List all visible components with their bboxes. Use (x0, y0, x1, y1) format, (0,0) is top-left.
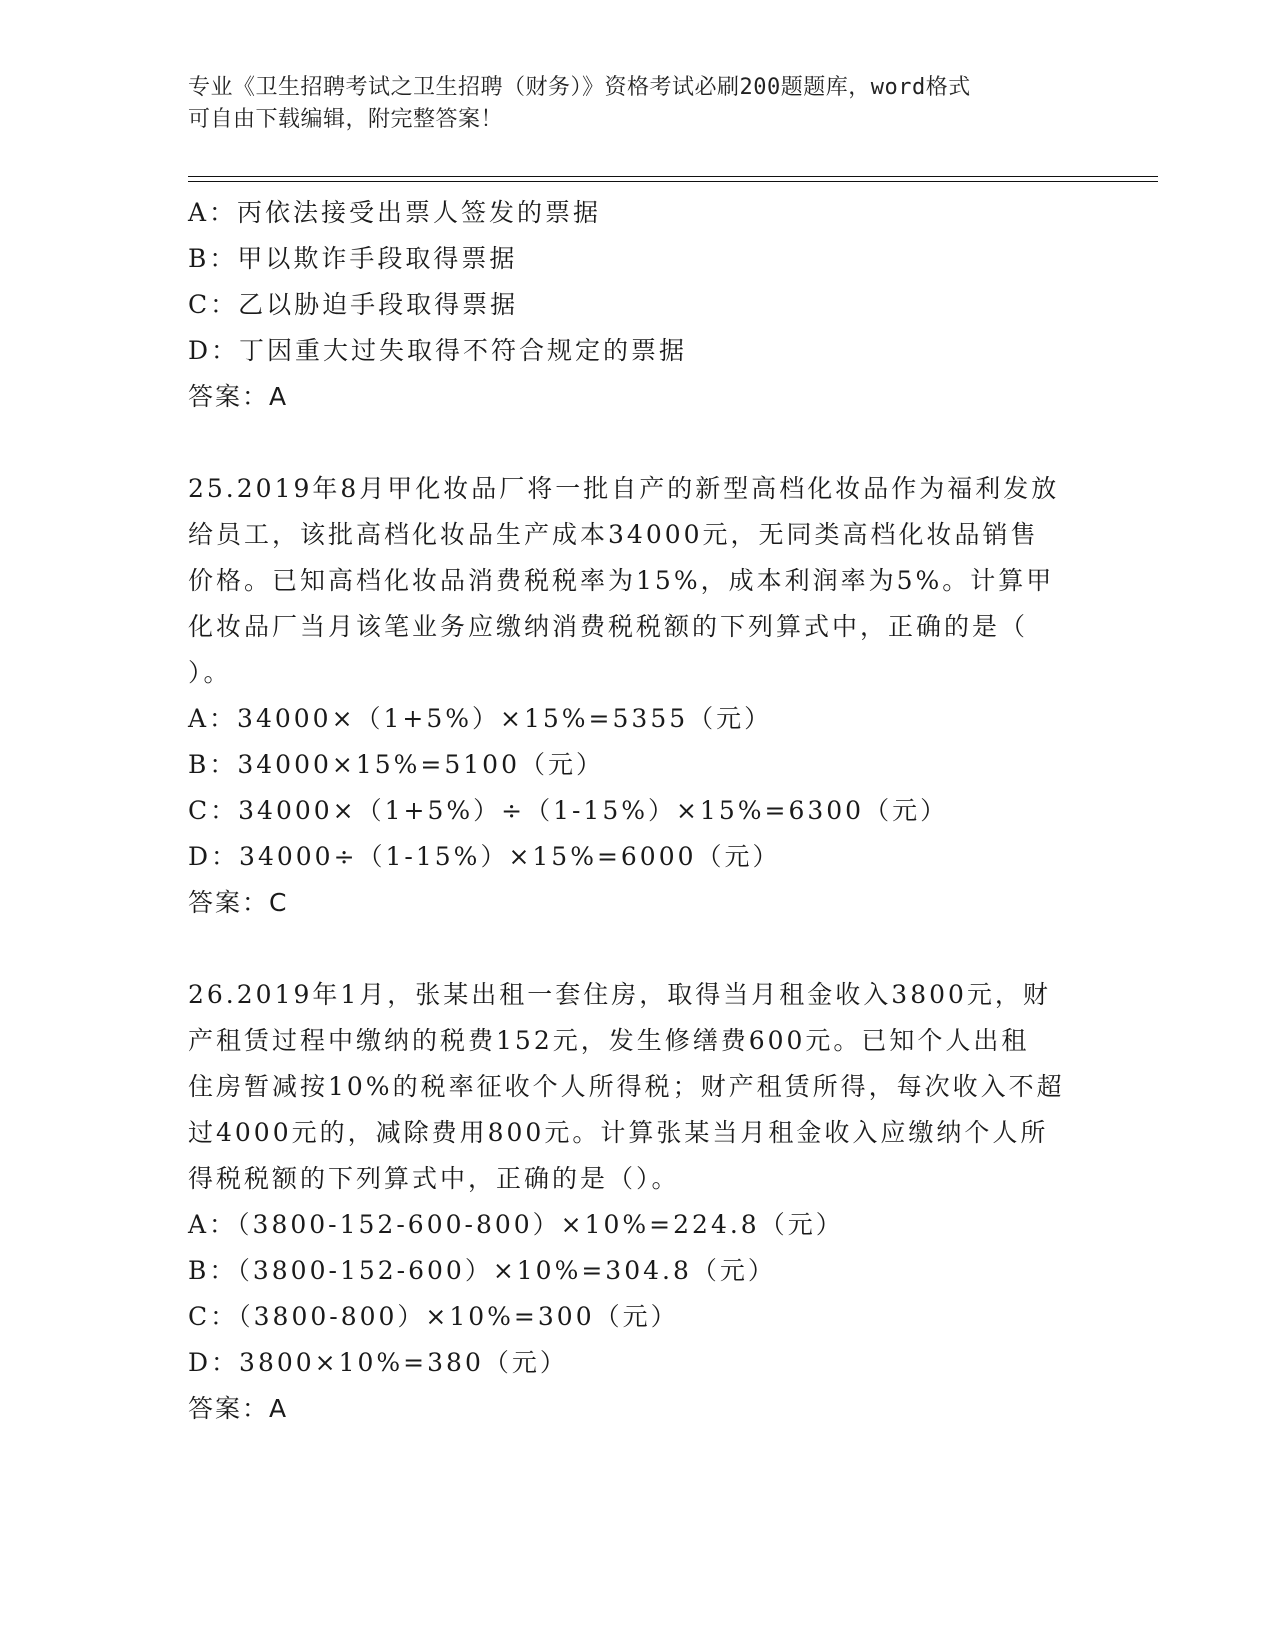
header-line-1: 专业《卫生招聘考试之卫生招聘（财务）》资格考试必刷200题题库，word格式 (188, 75, 971, 100)
question-26-line-4: 过4000元的，减除费用800元。计算张某当月租金收入应缴纳个人所 (188, 1118, 1049, 1147)
option-a: A：（3800-152-600-800）×10%=224.8（元） (188, 1210, 844, 1239)
option-a: A：34000×（1+5%）×15%=5355（元） (188, 704, 773, 733)
option-d: D：3800×10%=380（元） (188, 1348, 568, 1377)
question-26-line-2: 产租赁过程中缴纳的税费152元，发生修缮费600元。已知个人出租 (188, 1026, 1030, 1055)
header-line-2: 可自由下载编辑，附完整答案！ (188, 107, 504, 132)
question-24-answer: 答案：A (188, 382, 289, 411)
question-25-line-5: ）。 (188, 658, 232, 687)
document-header (188, 72, 1068, 136)
option-c: C：（3800-800）×10%=300（元） (188, 1302, 679, 1331)
option-b: B：（3800-152-600）×10%=304.8（元） (188, 1256, 776, 1285)
option-a: A：丙依法接受出票人签发的票据 (188, 198, 602, 227)
question-26-line-5: 得税税额的下列算式中，正确的是（）。 (188, 1164, 680, 1193)
option-c: C：34000×（1+5%）÷（1-15%）×15%=6300（元） (188, 796, 949, 825)
question-25-options (188, 696, 1088, 880)
question-25-answer: 答案：C (188, 888, 289, 917)
question-26-stem (188, 972, 1088, 1202)
document-body (188, 190, 1088, 1478)
question-25-line-3: 价格。已知高档化妆品消费税税率为15%，成本利润率为5%。计算甲 (188, 566, 1055, 595)
question-26-line-1: 26.2019年1月，张某出租一套住房，取得当月租金收入3800元，财 (188, 980, 1051, 1009)
question-25-line-1: 25.2019年8月甲化妆品厂将一批自产的新型高档化妆品作为福利发放 (188, 474, 1060, 503)
option-b: B：34000×15%=5100（元） (188, 750, 604, 779)
question-26-line-3: 住房暂减按10%的税率征收个人所得税；财产租赁所得，每次收入不超 (188, 1072, 1065, 1101)
header-divider-bottom (188, 181, 1158, 182)
question-26-options (188, 1202, 1088, 1386)
option-d: D：丁因重大过失取得不符合规定的票据 (188, 336, 688, 365)
option-d: D：34000÷（1-15%）×15%=6000（元） (188, 842, 781, 871)
option-c: C：乙以胁迫手段取得票据 (188, 290, 519, 319)
question-25-line-4: 化妆品厂当月该笔业务应缴纳消费税税额的下列算式中，正确的是（ (188, 612, 1029, 641)
question-25-line-2: 给员工，该批高档化妆品生产成本34000元，无同类高档化妆品销售 (188, 520, 1039, 549)
question-26-answer: 答案：A (188, 1394, 289, 1423)
header-divider-top (188, 176, 1158, 177)
question-24-options (188, 190, 1088, 374)
question-25-stem (188, 466, 1088, 696)
option-b: B：甲以欺诈手段取得票据 (188, 244, 518, 273)
